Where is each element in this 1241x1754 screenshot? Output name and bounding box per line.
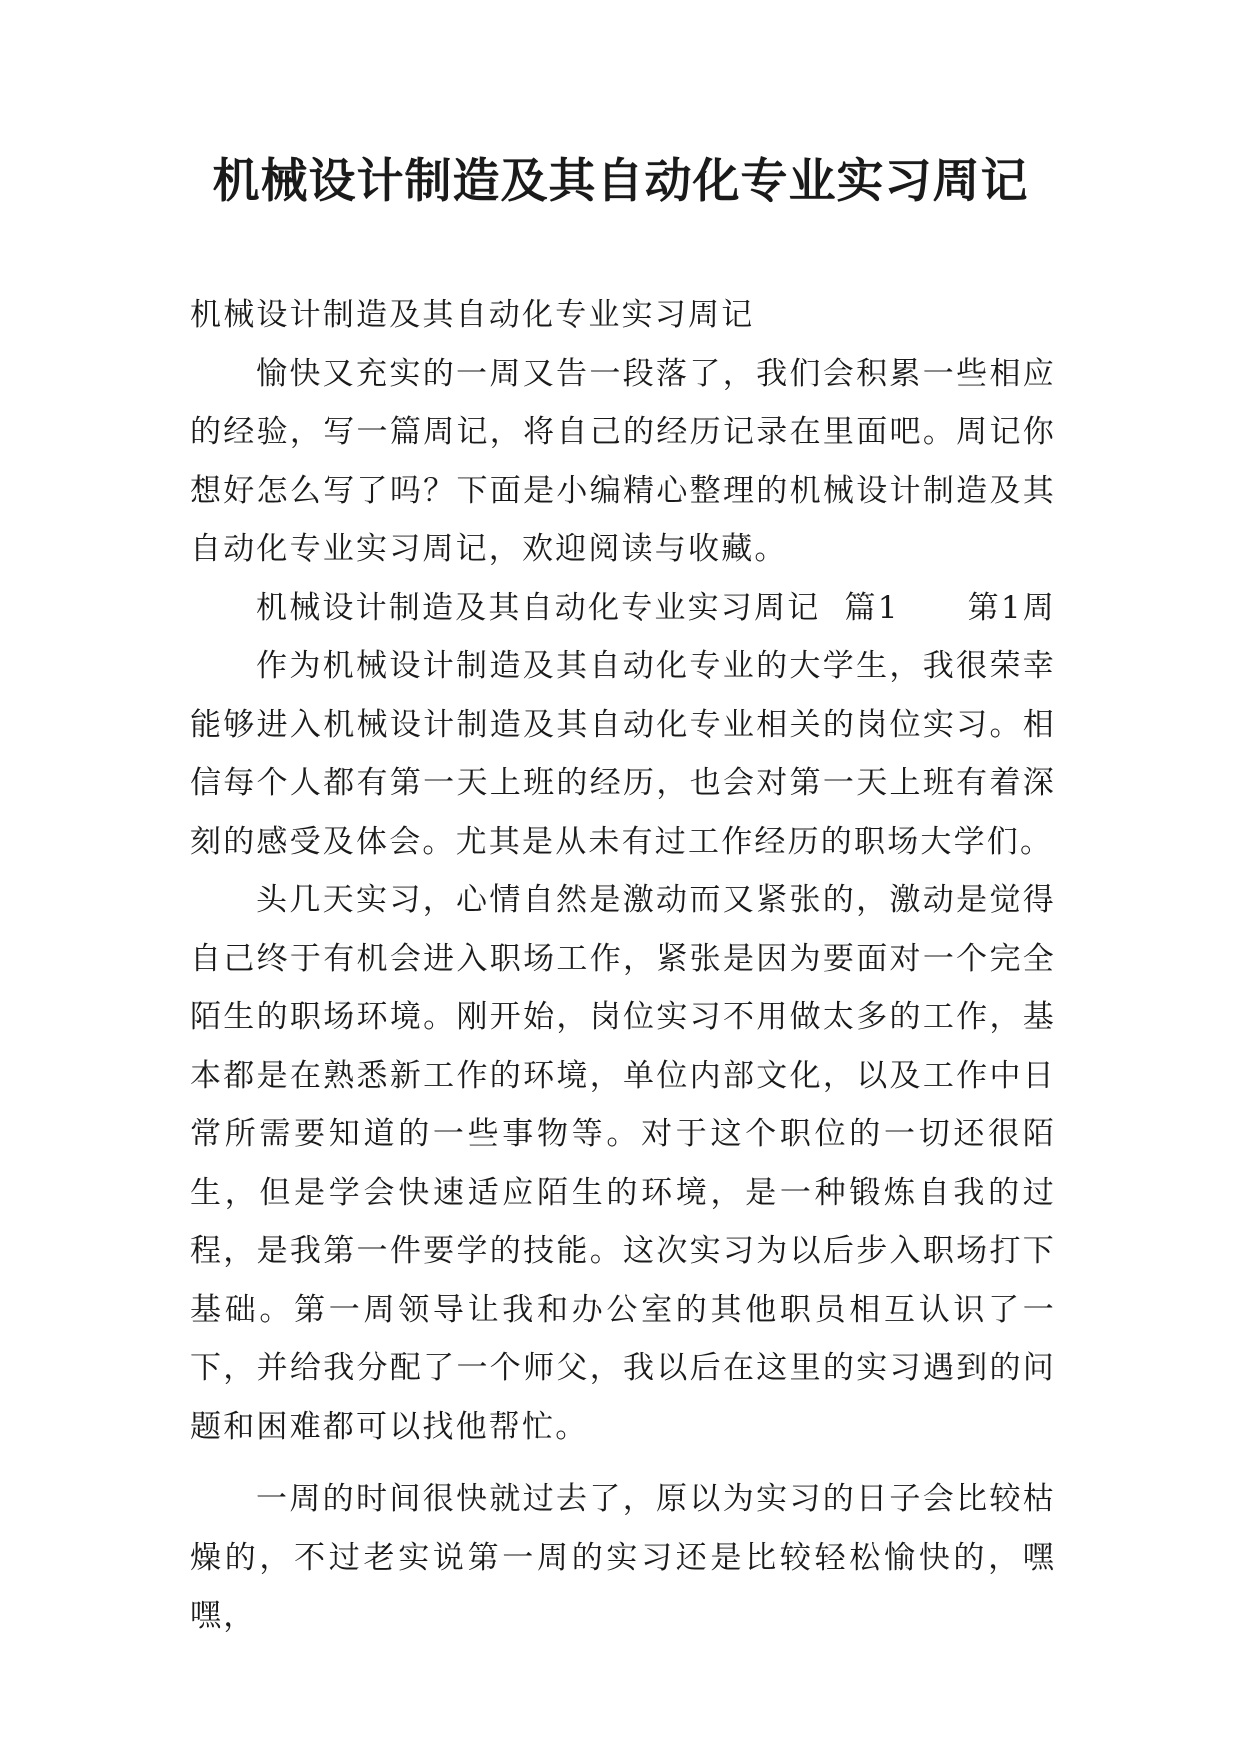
document-subtitle: 机械设计制造及其自动化专业实习周记 [190, 297, 755, 333]
body-paragraph: 一周的时间很快就过去了，原以为实习的日子会比较枯燥的，不过老实说第一周的实习还是比较轻松愉快的，嘿嘿， [190, 1481, 1056, 1634]
chapter-heading: 机械设计制造及其自动化专业实习周记 篇1 [256, 589, 900, 626]
week-label: 第1周 [967, 589, 1056, 626]
document-body [190, 286, 1056, 1646]
intro-paragraph: 愉快又充实的一周又告一段落了，我们会积累一些相应的经验，写一篇周记，将自己的经历记录在里面吧。周记你想好怎么写了吗？下面是小编精心整理的机械设计制造及其自动化专业实习周记，欢迎阅读与收藏。 [190, 355, 1056, 567]
body-paragraph: 作为机械设计制造及其自动化专业的大学生，我很荣幸能够进入机械设计制造及其自动化专业相关的岗位实习。相信每个人都有第一天上班的经历，也会对第一天上班有着深刻的感受及体会。尤其是从未有过工作经历的职场大学们。 [190, 648, 1056, 860]
chapter-heading-row [190, 579, 1056, 638]
document-title: 机械设计制造及其自动化专业实习周记 [212, 154, 1029, 209]
body-paragraph: 头几天实习，心情自然是激动而又紧张的，激动是觉得自己终于有机会进入职场工作，紧张是因为要面对一个完全陌生的职场环境。刚开始，岗位实习不用做太多的工作，基本都是在熟悉新工作的环境，单位内部文化，以及工作中日常所需要知道的一些事物等。对于这个职位的一切还很陌生，但是学会快速适应陌生的环境，是一种锻炼自我的过程，是我第一件要学的技能。这次实习为以后步入职场打下基础。第一周领导让我和办公室的其他职员相互认识了一下，并给我分配了一个师父，我以后在这里的实习遇到的问题和困难都可以找他帮忙。 [190, 882, 1056, 1445]
